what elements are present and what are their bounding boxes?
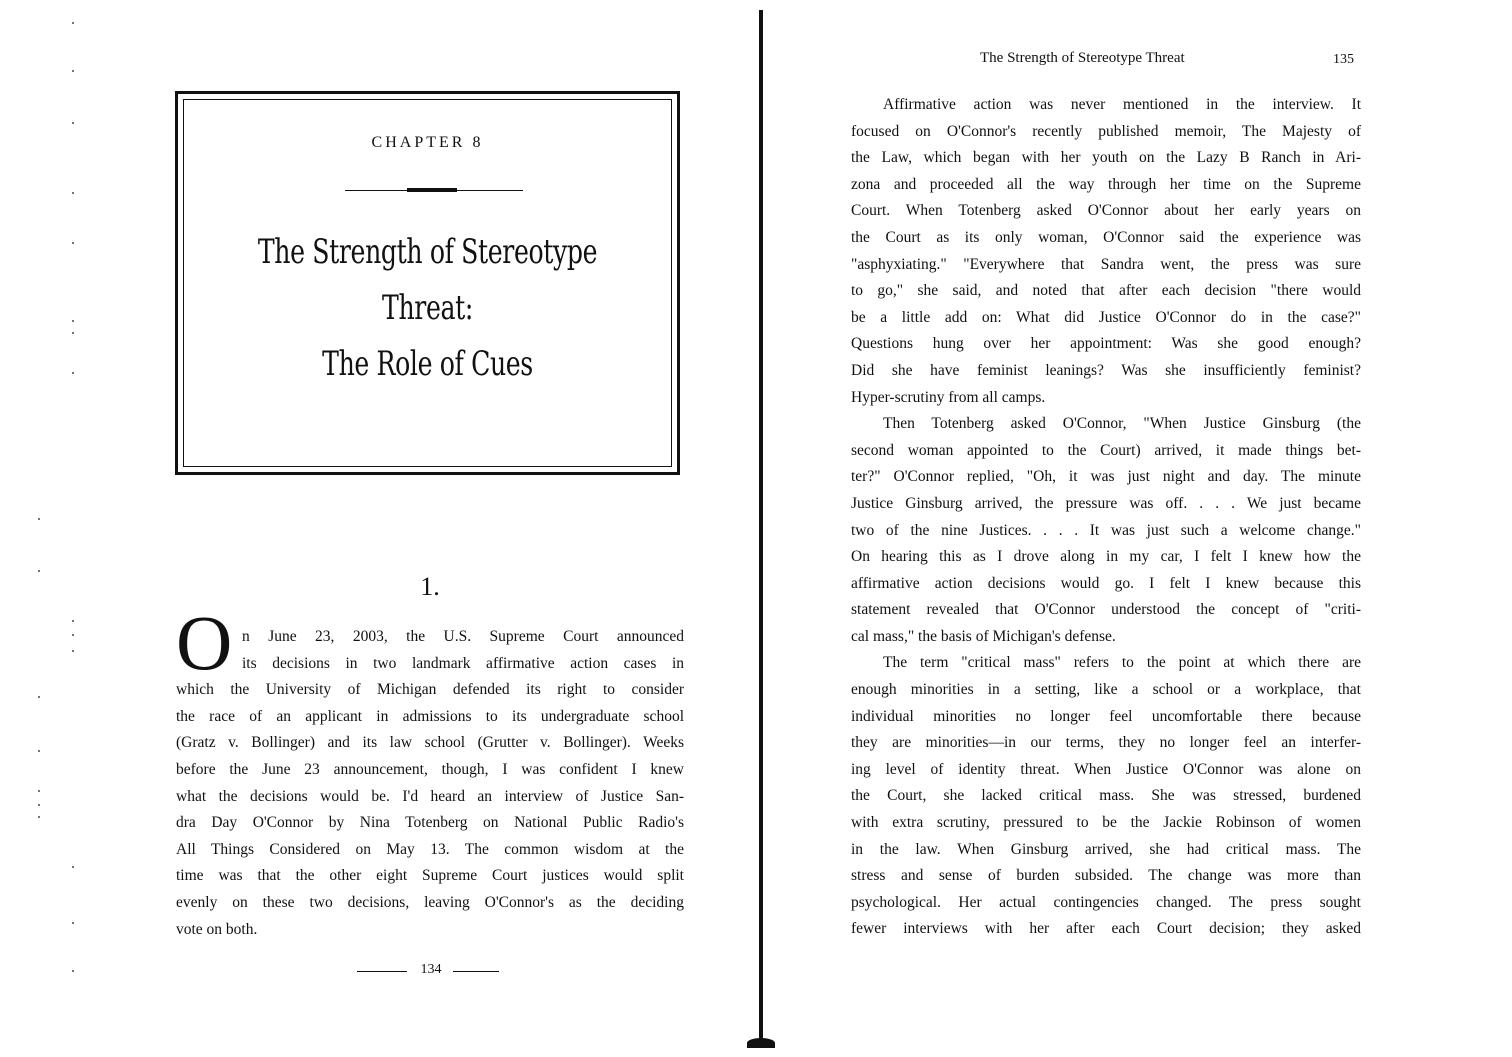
text-line: On hearing this as I drove along in my car, I felt I knew how the	[851, 548, 1361, 566]
book-spine-foot	[747, 1038, 775, 1048]
text-line: cal mass," the basis of Michigan's defense.	[851, 627, 1116, 645]
chapter-ornament	[345, 187, 525, 193]
text-line: individual minorities no longer feel uncomfortable there because	[851, 707, 1361, 725]
text-line: Questions hung over her appointment: Was she good enough?	[851, 335, 1361, 353]
left-page-folio	[355, 960, 505, 982]
text-line: Then Totenberg asked O'Connor, "When Justice Ginsburg (the	[883, 415, 1361, 433]
text-line: they are minorities—in our terms, they no longer feel an interfer-	[851, 734, 1361, 752]
text-line: fewer interviews with her after each Court decision; they asked	[851, 920, 1361, 938]
text-line: ter?" O'Connor replied, "Oh, it was just night and day. The minute	[851, 468, 1361, 486]
text-line: second woman appointed to the Court) arrived, it made things bet-	[851, 441, 1361, 459]
left-page-number: 134	[420, 962, 442, 977]
text-line: focused on O'Connor's recently published memoir, The Majesty of	[851, 122, 1361, 140]
text-line: be a little add on: What did Justice O'Connor do in the case?"	[851, 308, 1361, 326]
text-line: psychological. Her actual contingencies changed. The press sought	[851, 893, 1361, 911]
text-line: what the decisions would be. I'd heard an interview of Justice San-	[176, 787, 684, 805]
text-line: (Gratz v. Bollinger) and its law school (Grutter v. Bollinger). Weeks	[176, 734, 684, 752]
chapter-title-line-1: The Strength of Stereotype Threat:	[257, 232, 598, 328]
running-head: The Strength of Stereotype Threat	[980, 50, 1185, 66]
chapter-title	[243, 224, 612, 392]
text-line: its decisions in two landmark affirmative action cases in	[242, 654, 684, 672]
text-line: Justice Ginsburg arrived, the pressure was off. . . . We just became	[851, 494, 1361, 512]
text-line: enough minorities in a setting, like a school or a workplace, that	[851, 681, 1361, 699]
text-line: the Court as its only woman, O'Connor said the experience was	[851, 228, 1361, 246]
text-line: stress and sense of burden subsided. The change was more than	[851, 867, 1361, 885]
text-line: vote on both.	[176, 920, 258, 938]
text-line: n June 23, 2003, the U.S. Supreme Court announced	[242, 628, 684, 645]
right-page-number: 135	[1333, 52, 1354, 67]
text-line: which the University of Michigan defended its right to consider	[176, 681, 684, 699]
left-body-text	[176, 624, 684, 943]
scan-specks	[34, 10, 84, 1010]
text-line: The term "critical mass" refers to the point at which there are	[883, 654, 1361, 672]
text-line: affirmative action decisions would go. I felt I knew because this	[851, 574, 1361, 592]
text-line: ing level of identity threat. When Justice O'Connor was alone on	[851, 760, 1361, 778]
text-line: zona and proceeded all the way through her time on the Supreme	[851, 175, 1361, 193]
text-line: Court. When Totenberg asked O'Connor about her early years on	[851, 202, 1361, 220]
text-line: Did she have feminist leanings? Was she insufficiently feminist?	[851, 361, 1361, 379]
chapter-title-box	[175, 91, 680, 475]
text-line: with extra scrutiny, pressured to be the Jackie Robinson of women	[851, 814, 1361, 832]
text-line: "asphyxiating." "Everywhere that Sandra went, the press was sure	[851, 255, 1361, 273]
text-line: the Court, she lacked critical mass. She was stressed, burdened	[851, 787, 1361, 805]
text-line: statement revealed that O'Connor understood the concept of "criti-	[851, 601, 1361, 619]
right-body-text	[851, 92, 1361, 943]
text-line: to go," she said, and noted that after each decision "there would	[851, 282, 1361, 300]
text-line: the Law, which began with her youth on the Lazy B Ranch in Ari-	[851, 149, 1361, 167]
text-line: two of the nine Justices. . . . It was just such a welcome change."	[851, 521, 1361, 539]
text-line: evenly on these two decisions, leaving O'Connor's as the deciding	[176, 893, 684, 911]
text-line: Affirmative action was never mentioned in the interview. It	[883, 96, 1361, 113]
text-line: time was that the other eight Supreme Court justices would split	[176, 867, 684, 885]
chapter-label: CHAPTER 8	[371, 134, 484, 151]
text-line: All Things Considered on May 13. The common wisdom at the	[176, 840, 684, 858]
chapter-title-line-2: The Role of Cues	[322, 344, 533, 384]
book-spine	[759, 10, 763, 1046]
section-number: 1.	[420, 572, 440, 601]
text-line: in the law. When Ginsburg arrived, she had critical mass. The	[851, 840, 1361, 858]
text-line: before the June 23 announcement, though, I was confident I knew	[176, 760, 684, 778]
text-line: Hyper-scrutiny from all camps.	[851, 388, 1046, 406]
text-line: dra Day O'Connor by Nina Totenberg on National Public Radio's	[176, 814, 684, 832]
text-line: the race of an applicant in admissions to its undergraduate school	[176, 707, 684, 725]
drop-cap: O	[176, 599, 233, 686]
